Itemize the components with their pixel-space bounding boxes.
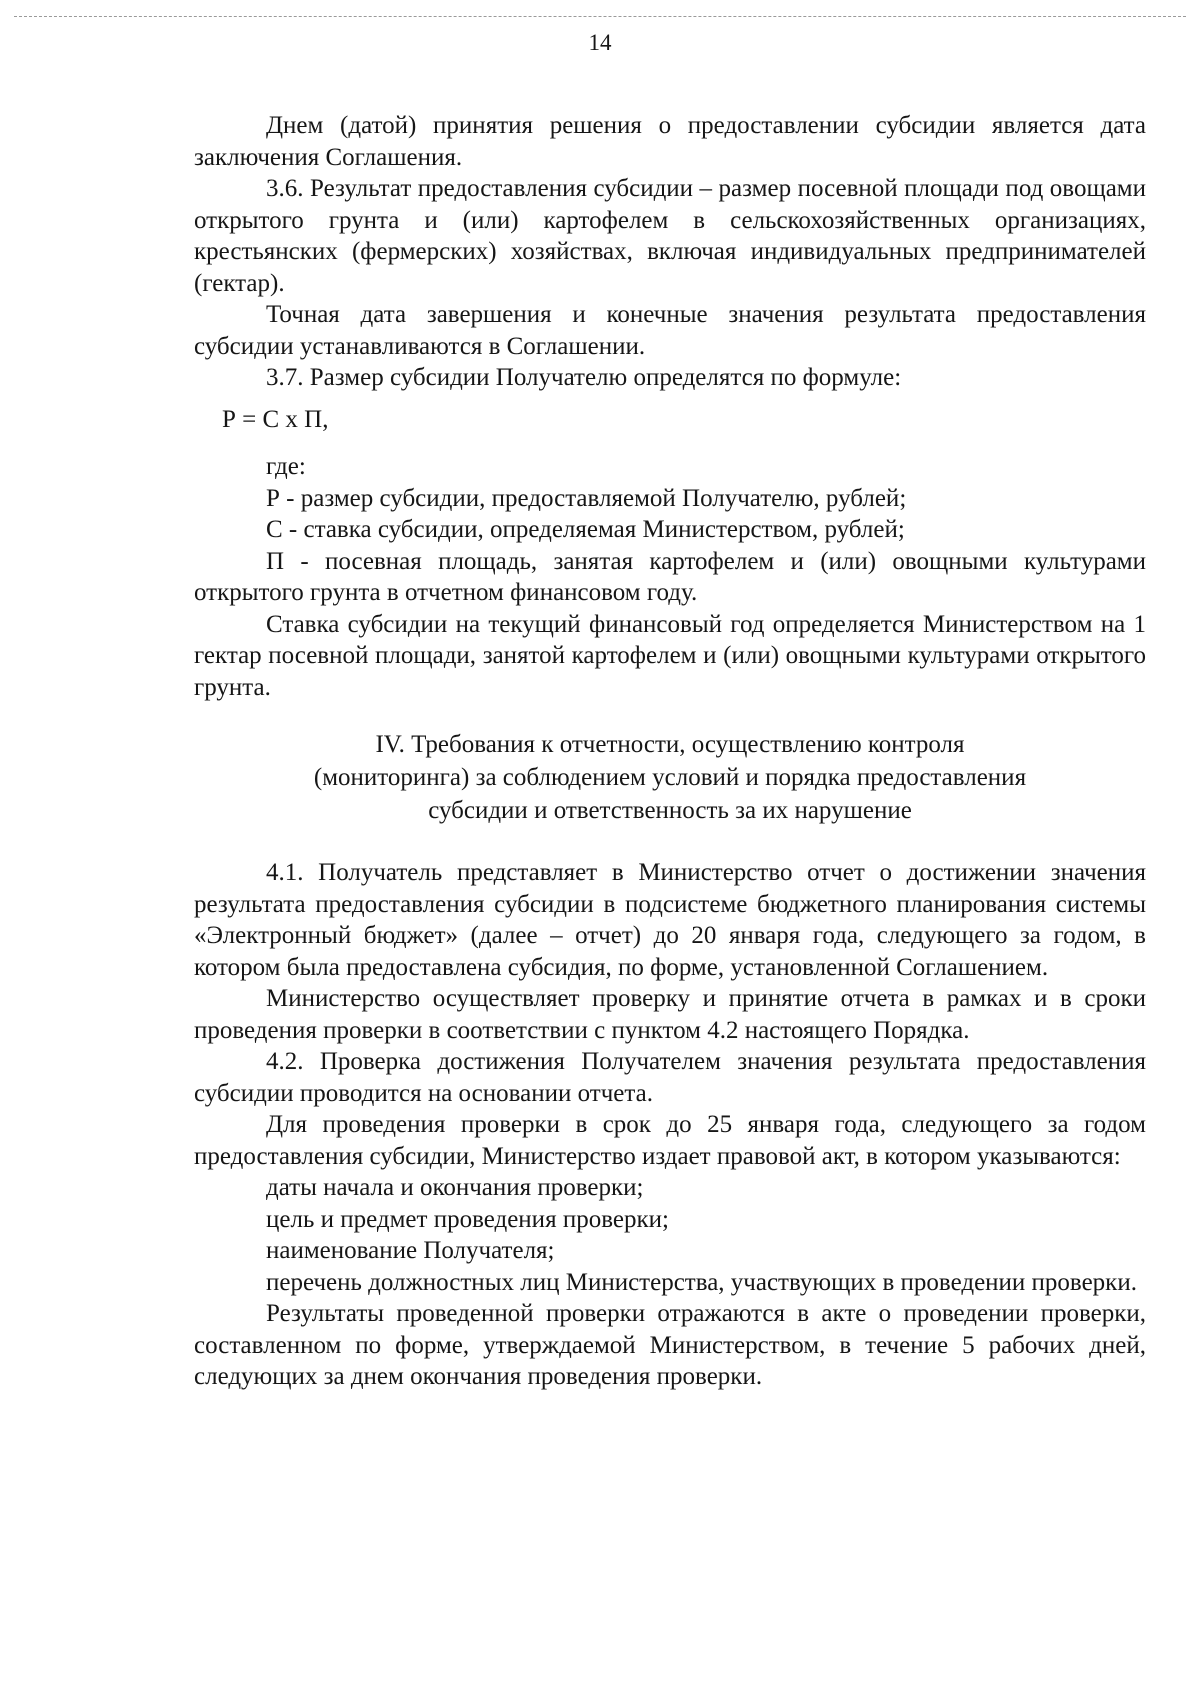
section-heading-line: IV. Требования к отчетности, осуществлению контроля [375, 731, 965, 758]
list-item: цель и предмет проведения проверки; [266, 1205, 669, 1233]
formula: Р = С х П, [222, 405, 329, 433]
paragraph-rate: Ставка субсидии на текущий финансовый год определяется Министерством на 1 гектар посевной площади, занятой картофелем и (или) овощными культурами открытого грунта. [194, 610, 1146, 701]
document-body [194, 110, 1146, 1393]
paragraph-4-2: 4.2. Проверка достижения Получателем значения результата предоставления субсидии проводится на основании отчета. [194, 1048, 1146, 1107]
definition-p: Р - размер субсидии, предоставляемой Получателю, рублей; [266, 484, 907, 512]
definition-area: П - посевная площадь, занятая картофелем и (или) овощными культурами открытого грунта в отчетном финансовом году. [194, 547, 1146, 606]
where-label: где: [266, 453, 306, 480]
paragraph-results: Результаты проведенной проверки отражаются в акте о проведении проверки, составленном по форме, утверждаемой Министерством, в течение 5 рабочих дней, следующих за днем окончания проведения проверки. [194, 1300, 1146, 1390]
list-item: даты начала и окончания проверки; [266, 1174, 644, 1201]
section-heading [194, 728, 1146, 827]
page-number: 14 [588, 30, 612, 55]
paragraph-legal-act: Для проведения проверки в срок до 25 января года, следующего за годом предоставления субсидии, Министерство издает правовой акт, в котором указываются: [194, 1111, 1146, 1170]
list-item: наименование Получателя; [266, 1237, 555, 1264]
paragraph-decision-date: Днем (датой) принятия решения о предоставлении субсидии является дата заключения Соглашения. [194, 112, 1146, 171]
paragraph-4-1: 4.1. Получатель представляет в Министерство отчет о достижении значения результата предоставления субсидии в подсистеме бюджетного планирования системы «Электронный бюджет» (далее – отчет) до 20 января года, следующего за годом, в котором была предоставлена субсидия, по форме, установленной Соглашением. [194, 859, 1146, 981]
paragraph-3-7: 3.7. Размер субсидии Получателю определятся по формуле: [266, 364, 902, 391]
definition-c: С - ставка субсидии, определяемая Министерством, рублей; [266, 516, 905, 543]
section-heading-line: (мониторинга) за соблюдением условий и порядка предоставления [313, 764, 1027, 791]
scan-edge-line [14, 16, 1186, 17]
paragraph-verification: Министерство осуществляет проверку и принятие отчета в рамках и в сроки проведения проверки в соответствии с пунктом 4.2 настоящего Порядка. [194, 985, 1146, 1044]
section-heading-line: субсидии и ответственность за их нарушение [428, 797, 912, 824]
paragraph-3-6: 3.6. Результат предоставления субсидии – размер посевной площади под овощами открытого грунта и (или) картофелем в сельскохозяйственных организациях, крестьянских (фермерских) хозяйствах, включая индивидуальных предпринимателей (гектар). [194, 175, 1146, 297]
paragraph-exact-date: Точная дата завершения и конечные значения результата предоставления субсидии устанавливаются в Соглашении. [194, 301, 1146, 360]
list-item: перечень должностных лиц Министерства, участвующих в проведении проверки. [266, 1268, 1137, 1296]
